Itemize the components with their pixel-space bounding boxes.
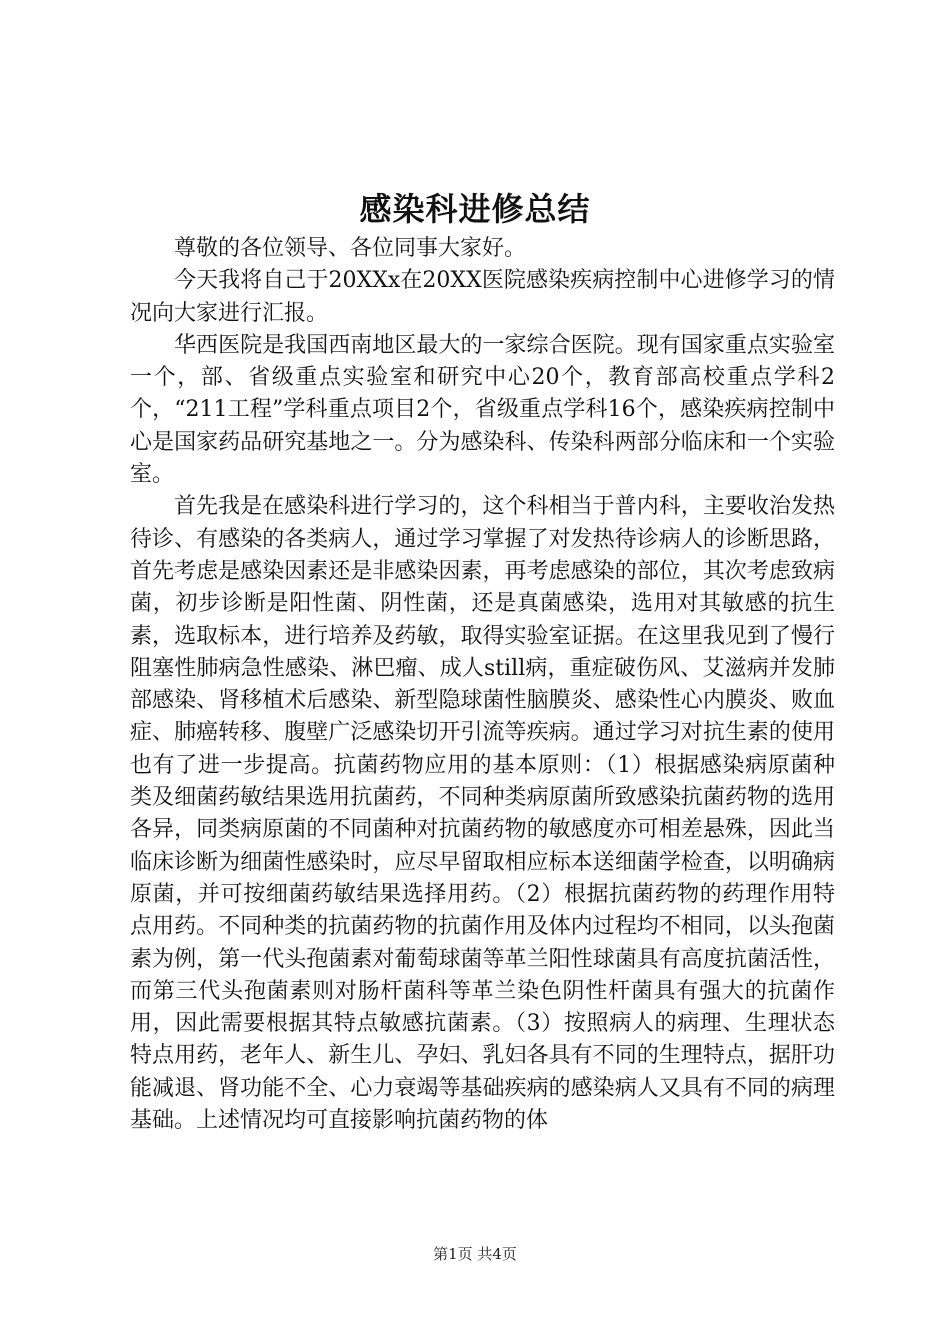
page-number-footer: 第1页 共4页 xyxy=(433,1245,517,1263)
paragraph-hospital-overview: 华西医院是我国西南地区最大的一家综合医院。现有国家重点实验室一个，部、省级重点实验室和研究中心20个，教育部高校重点学科2个，“211工程”学科重点项目2个，省级重点学科16个，感染疾病控制中心是国家药品研究基地之一。分为感染科、传染科两部分临床和一个实验室。 xyxy=(130,332,835,488)
paragraph-study-details: 首先我是在感染科进行学习的，这个科相当于普内科，主要收治发热待诊、有感染的各类病人，通过学习掌握了对发热待诊病人的诊断思路，首先考虑是感染因素还是非感染因素，再考虑感染的部位，其次考虑致病菌，初步诊断是阳性菌、阴性菌，还是真菌感染，选用对其敏感的抗生素，选取标本，进行培养及药敏，取得实验室证据。在这里我见到了慢行阻塞性肺病急性感染、淋巴瘤、成人still病，重症破伤风、艾滋病并发肺部感染、肾移植术后感染、新型隐球菌性脑膜炎、感染性心内膜炎、败血症、肺癌转移、腹壁广泛感染切开引流等疾病。通过学习对抗生素的使用也有了进一步提高。抗菌药物应用的基本原则：（1）根据感染病原菌种类及细菌药敏结果选用抗菌药，不同种类病原菌所致感染抗菌药物的选用各异，同类病原菌的不同菌种对抗菌药物的敏感度亦可相差悬殊，因此当临床诊断为细菌性感染时，应尽早留取相应标本送细菌学检查，以明确病原菌，并可按细菌药敏结果选择用药。（2）根据抗菌药物的药理作用特点用药。不同种类的抗菌药物的抗菌作用及体内过程均不相同，以头孢菌素为例，第一代头孢菌素对葡萄球菌等革兰阳性球菌具有高度抗菌活性，而第三代头孢菌素则对肠杆菌科等革兰染色阴性杆菌具有强大的抗菌作用，因此需要根据其特点敏感抗菌素。（3）按照病人的病理、生理状态特点用药，老年人、新生儿、孕妇、乳妇各具有不同的生理特点，据肝功能减退、肾功能不全、心力衰竭等基础疾病的感染病人又具有不同的病理基础。上述情况均可直接影响抗菌药物的体 xyxy=(130,494,835,1134)
paragraph-greeting: 尊敬的各位领导、各位同事大家好。 xyxy=(174,236,527,261)
paragraph-intro: 今天我将自己于20XXx在20XX医院感染疾病控制中心进修学习的情况向大家进行汇报。 xyxy=(130,268,835,326)
document-title: 感染科进修总结 xyxy=(359,190,591,228)
document-body xyxy=(130,233,835,1137)
